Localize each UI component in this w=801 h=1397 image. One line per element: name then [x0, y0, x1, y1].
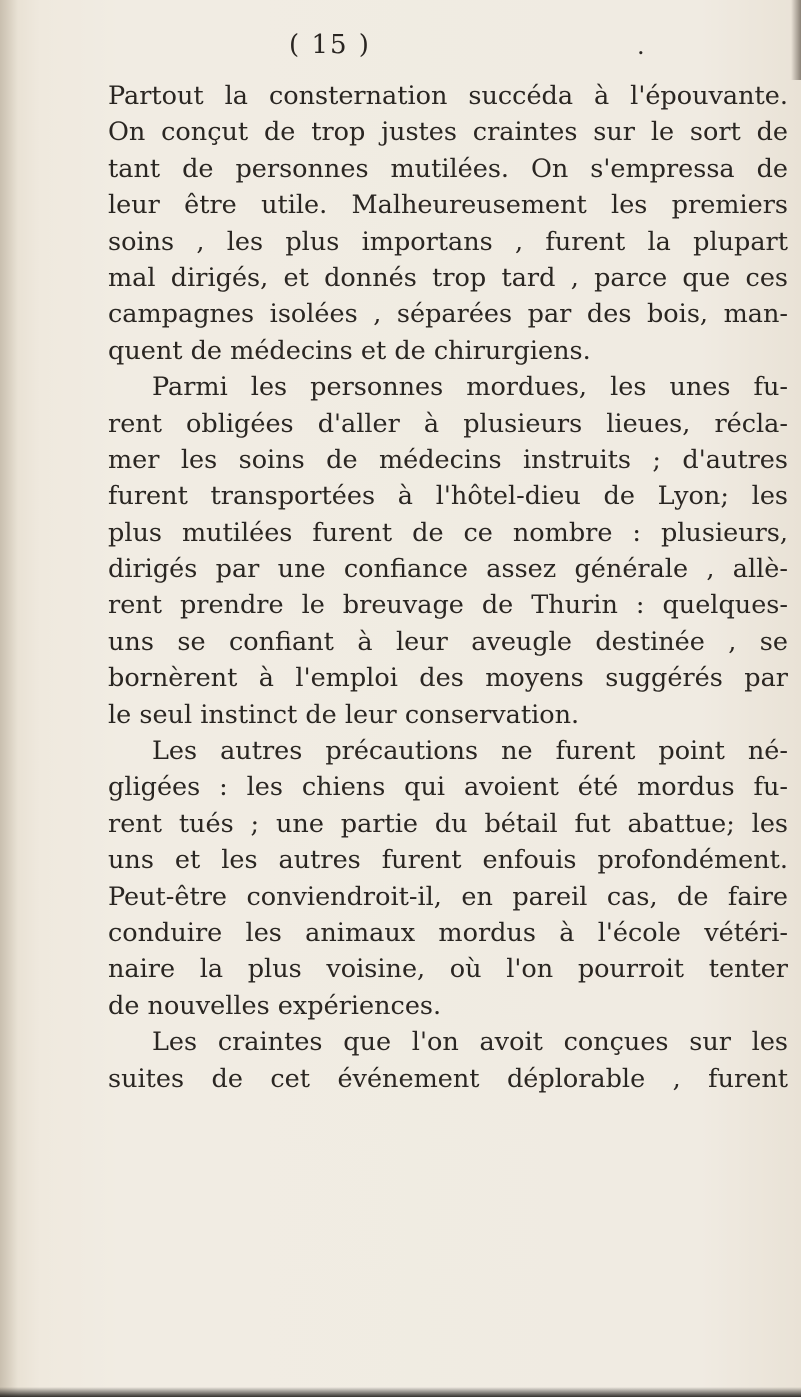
text-line: soins , les plus importans , furent la plupart: [108, 226, 788, 257]
text-line: leur être utile. Malheureusement les premiers: [108, 190, 788, 221]
text-line: On conçut de trop justes craintes sur le sort de: [108, 117, 788, 148]
text-line: uns et les autres furent enfouis profondément.: [108, 845, 788, 876]
text-line: plus mutilées furent de ce nombre : plusieurs,: [108, 517, 788, 548]
text-line: suites de cet événement déplorable , furent: [108, 1063, 788, 1094]
text-line: rent tués ; une partie du bétail fut abattue; les: [108, 808, 788, 839]
text-line: furent transportées à l'hôtel-dieu de Lyon; les: [108, 481, 788, 512]
text-line: Partout la consternation succéda à l'épouvante.: [108, 81, 788, 111]
text-line: gligées : les chiens qui avoient été mordus fu-: [108, 772, 788, 803]
text-line: le seul instinct de leur conservation.: [108, 699, 580, 730]
text-line: Peut-être conviendroit-il, en pareil cas, de faire: [108, 881, 788, 912]
text-line: Les craintes que l'on avoit conçues sur les: [152, 1027, 788, 1058]
body-text: [108, 78, 788, 1097]
text-line: rent prendre le breuvage de Thurin : quelques-: [108, 590, 788, 621]
text-line: de nouvelles expériences.: [108, 990, 442, 1021]
text-line: bornèrent à l'emploi des moyens suggérés par: [108, 663, 788, 694]
text-line: mal dirigés, et donnés trop tard , parce que ces: [108, 262, 788, 293]
text-line: Parmi les personnes mordues, les unes fu-: [152, 372, 788, 403]
text-line: mer les soins de médecins instruits ; d'autres: [108, 444, 788, 475]
page-number: ( 15 ): [289, 30, 371, 60]
scan-bottom-edge: [0, 1387, 801, 1397]
text-line: dirigés par une confiance assez générale , allè-: [108, 554, 788, 585]
text-line: campagnes isolées , séparées par des bois, man-: [108, 299, 788, 330]
gutter-shadow: [0, 0, 18, 1397]
folio-mark: .: [637, 32, 645, 60]
text-line: rent obligées d'aller à plusieurs lieues, récla-: [108, 408, 788, 439]
text-line: tant de personnes mutilées. On s'empressa de: [108, 153, 788, 184]
text-line: uns se confiant à leur aveugle destinée , se: [108, 626, 788, 657]
text-line: Les autres précautions ne furent point né-: [152, 736, 788, 767]
text-line: quent de médecins et de chirurgiens.: [108, 335, 591, 366]
text-line: conduire les animaux mordus à l'école vétéri-: [108, 917, 788, 948]
page-edge-shadow: [791, 0, 801, 80]
text-line: naire la plus voisine, où l'on pourroit tenter: [108, 954, 788, 985]
